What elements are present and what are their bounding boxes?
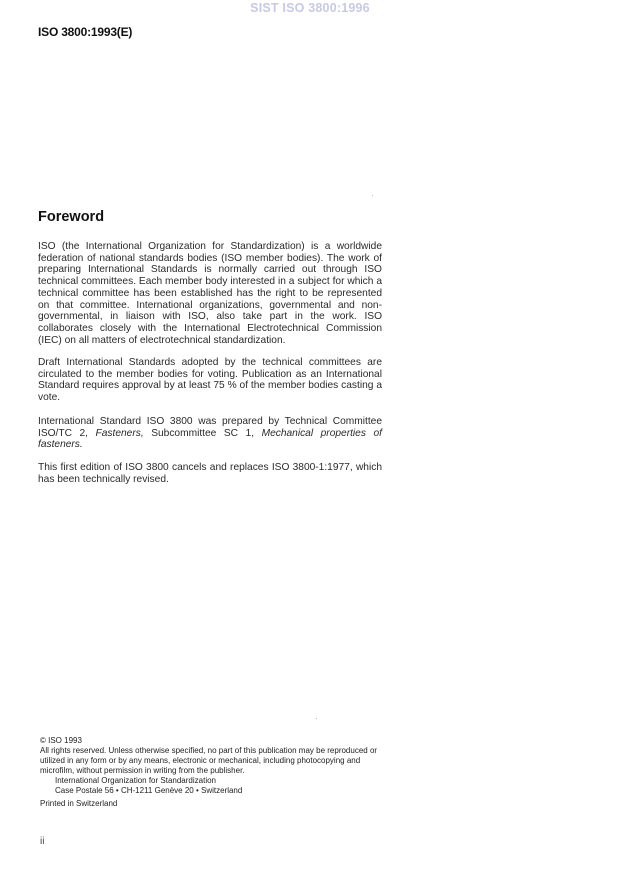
paragraph-draft-standards	[38, 357, 382, 412]
paragraph-text: Draft International Standards adopted by the technical committees are circulated to the member bodies for voting. Publication as an International Standard requires approval by at least 75 % of the member bodies casting a vote.	[38, 357, 382, 404]
text-run: Subcommittee SC 1,	[143, 427, 262, 439]
paragraph-prepared-by	[38, 416, 382, 459]
rights-statement: All rights reserved. Unless otherwise specified, no part of this publication may be reproduced or utilized in any form or by any means, electronic or mechanical, including photocopying and microfilm, without permission in writing from the publisher.	[40, 746, 378, 775]
scan-speck	[372, 195, 373, 196]
document-id: ISO 3800:1993(E)	[38, 25, 133, 39]
paragraph-text: ISO (the International Organization for Standardization) is a worldwide federation of national standards bodies (ISO member bodies). The work of preparing International Standards is normally carried out through ISO technical committees. Each member body interested in a subject for which a technical committee has been established has the right to be represented on that committee. International organizations, governmental and non-governmental, in liaison with ISO, also take part in the work. ISO collaborates closely with the International Electrotechnical Commission (IEC) on all matters of electrotechnical standardization.	[38, 241, 382, 346]
copyright-notice: © ISO 1993	[40, 736, 82, 745]
paragraph-text: This first edition of ISO 3800 cancels and replaces ISO 3800-1:1977, which has been technically revised.	[38, 462, 382, 485]
paragraph-text	[38, 416, 382, 451]
paragraph-edition-note	[38, 462, 382, 493]
text-run: International Standard ISO 3800 was prepared by Technical Committee ISO/TC 2,	[38, 416, 382, 439]
copyright-block	[40, 736, 390, 809]
publisher-address: Case Postale 56 • CH-1211 Genève 20 • Switzerland	[55, 786, 243, 795]
paragraph-iso-intro	[38, 241, 382, 354]
scan-speck	[316, 718, 317, 719]
printed-in: Printed in Switzerland	[40, 799, 118, 808]
watermark: SIST ISO 3800:1996	[250, 1, 370, 15]
page-number: ii	[40, 836, 45, 847]
section-heading: Foreword	[38, 209, 105, 225]
subcommittee-name: Mechanical properties of fasteners.	[38, 427, 382, 451]
committee-name: Fasteners,	[95, 427, 144, 439]
publisher-name: International Organization for Standardization	[55, 776, 216, 785]
